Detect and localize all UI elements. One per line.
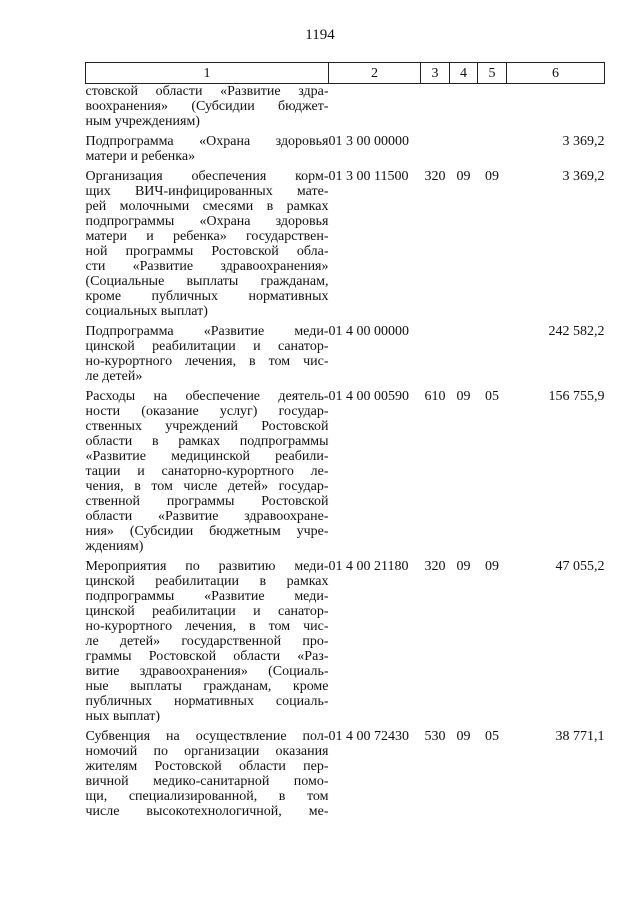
- description-line: щих ВИЧ-инфицированных мате-: [85, 184, 329, 199]
- description-line: Организация обеспечения корм-: [85, 169, 329, 184]
- table-row: [86, 134, 605, 164]
- description-line: матери и ребенка»: [85, 149, 196, 164]
- cell-description: [86, 559, 329, 724]
- table-body: [86, 84, 605, 820]
- description-line: публичных нормативных социаль-: [85, 694, 329, 709]
- description-line: Подпрограмма «Охрана здоровья: [85, 134, 329, 149]
- cell-description: [86, 84, 329, 130]
- cell-program-code: 01 4 00 00000: [328, 324, 409, 339]
- cell-subsection: 05: [485, 729, 499, 744]
- description-line: но-курортного лечения, в том чис-: [85, 354, 329, 369]
- cell-program-code: [329, 84, 421, 130]
- description-line: ле детей»: [85, 369, 143, 384]
- description-line: ной программы Ростовской обла-: [85, 244, 329, 259]
- cell-subsection: [478, 324, 507, 384]
- cell-program-code: 01 3 00 11500: [328, 169, 409, 184]
- description-line: ния» (Субсидии бюджетным учре-: [85, 524, 329, 539]
- description-line: числе высокотехнологичной, ме-: [85, 804, 329, 819]
- description-line: цинской реабилитации и санатор-: [85, 604, 329, 619]
- cell-expense-type: [421, 324, 450, 384]
- description-line: ждениям): [85, 539, 144, 554]
- cell-section: 09: [456, 729, 471, 744]
- description-line: матери и ребенка» государствен-: [85, 229, 329, 244]
- description-line: сти «Развитие здравоохранения»: [85, 259, 329, 274]
- description-line: Расходы на обеспечение деятель-: [85, 389, 329, 404]
- description-line: цинской реабилитации в рамках: [85, 574, 329, 589]
- description-line: ных выплат): [85, 709, 161, 724]
- cell-program-code: 01 4 00 72430: [328, 729, 409, 744]
- cell-subsection: 09: [485, 169, 499, 184]
- column-header-code: 2: [329, 63, 421, 84]
- page-number: 1194: [305, 27, 335, 43]
- cell-description: [86, 134, 329, 164]
- cell-subsection: 05: [485, 389, 499, 404]
- description-line: «Развитие медицинской реабили-: [85, 449, 329, 464]
- description-line: (Социальные выплаты гражданам,: [85, 274, 329, 289]
- description-line: Мероприятия по развитию меди-: [85, 559, 329, 574]
- column-header-amount: 6: [507, 63, 605, 84]
- cell-amount: [507, 84, 605, 130]
- description-line: номочий по организации оказания: [85, 744, 329, 759]
- description-line: воохранения» (Субсидии бюджет-: [85, 99, 329, 114]
- cell-expense-type: 320: [424, 169, 446, 184]
- description-line: тации и санаторно-курортного ле-: [85, 464, 329, 479]
- cell-expense-type: 320: [424, 559, 446, 574]
- description-line: ности (оказание услуг) государ-: [85, 404, 329, 419]
- cell-description: [86, 324, 329, 384]
- cell-program-code: 01 3 00 00000: [328, 134, 409, 149]
- cell-description: [86, 389, 329, 554]
- description-line: ственных учреждений Ростовской: [85, 419, 329, 434]
- description-line: ные выплаты гражданам, кроме: [85, 679, 329, 694]
- description-line: жителям Ростовской области пер-: [85, 759, 329, 774]
- cell-program-code: 01 4 00 21180: [328, 559, 409, 574]
- description-line: Субвенция на осуществление пол-: [85, 729, 329, 744]
- description-line: области «Развитие здравоохране-: [85, 509, 329, 524]
- table-header: [86, 63, 605, 84]
- description-line: кроме публичных нормативных: [85, 289, 329, 304]
- table-row: [86, 84, 605, 130]
- cell-subsection: [478, 134, 507, 164]
- cell-subsection: [478, 84, 507, 130]
- column-header-vr: 3: [421, 63, 450, 84]
- cell-description: [86, 169, 329, 319]
- cell-description: [86, 729, 329, 819]
- description-line: но-курортного лечения, в том чис-: [85, 619, 329, 634]
- cell-expense-type: [421, 134, 450, 164]
- description-line: подпрограммы «Охрана здоровья: [85, 214, 329, 229]
- table-row: [86, 169, 605, 319]
- table-row: [86, 389, 605, 554]
- table-row: [86, 729, 605, 819]
- description-line: социальных выплат): [85, 304, 208, 319]
- cell-amount: 47 055,2: [555, 559, 605, 574]
- cell-amount: 38 771,1: [555, 729, 605, 744]
- table-row: [86, 324, 605, 384]
- description-line: стовской области «Развитие здра-: [85, 84, 329, 99]
- cell-expense-type: [421, 84, 450, 130]
- cell-expense-type: 530: [424, 729, 446, 744]
- cell-program-code: 01 4 00 00590: [328, 389, 409, 404]
- cell-section: 09: [456, 389, 471, 404]
- cell-amount: 3 369,2: [562, 169, 605, 184]
- column-header-description: 1: [86, 63, 329, 84]
- description-line: чения, в том числе детей» государ-: [85, 479, 329, 494]
- description-line: ле детей» государственной про-: [85, 634, 329, 649]
- description-line: щи, специализированной, в том: [85, 789, 329, 804]
- cell-section: 09: [456, 559, 471, 574]
- cell-section: 09: [456, 169, 471, 184]
- column-header-pr: 5: [478, 63, 507, 84]
- description-line: Подпрограмма «Развитие меди-: [85, 324, 329, 339]
- description-line: рей молочными смесями в рамках: [85, 199, 329, 214]
- cell-amount: 156 755,9: [548, 389, 605, 404]
- budget-table: [85, 62, 605, 819]
- cell-subsection: 09: [485, 559, 499, 574]
- description-line: вичной медико-санитарной помо-: [85, 774, 329, 789]
- cell-amount: 3 369,2: [562, 134, 605, 149]
- table-row: [86, 559, 605, 724]
- cell-amount: 242 582,2: [548, 324, 605, 339]
- description-line: цинской реабилитации и санатор-: [85, 339, 329, 354]
- cell-section: [450, 324, 478, 384]
- description-line: витие здравоохранения» (Социаль-: [85, 664, 329, 679]
- cell-section: [450, 134, 478, 164]
- cell-section: [450, 84, 478, 130]
- description-line: граммы Ростовской области «Раз-: [85, 649, 329, 664]
- cell-expense-type: 610: [424, 389, 446, 404]
- description-line: области в рамках подпрограммы: [85, 434, 329, 449]
- column-header-rz: 4: [450, 63, 478, 84]
- description-line: ственной программы Ростовской: [85, 494, 329, 509]
- description-line: ным учреждениям): [85, 114, 200, 129]
- description-line: подпрограммы «Развитие меди-: [85, 589, 329, 604]
